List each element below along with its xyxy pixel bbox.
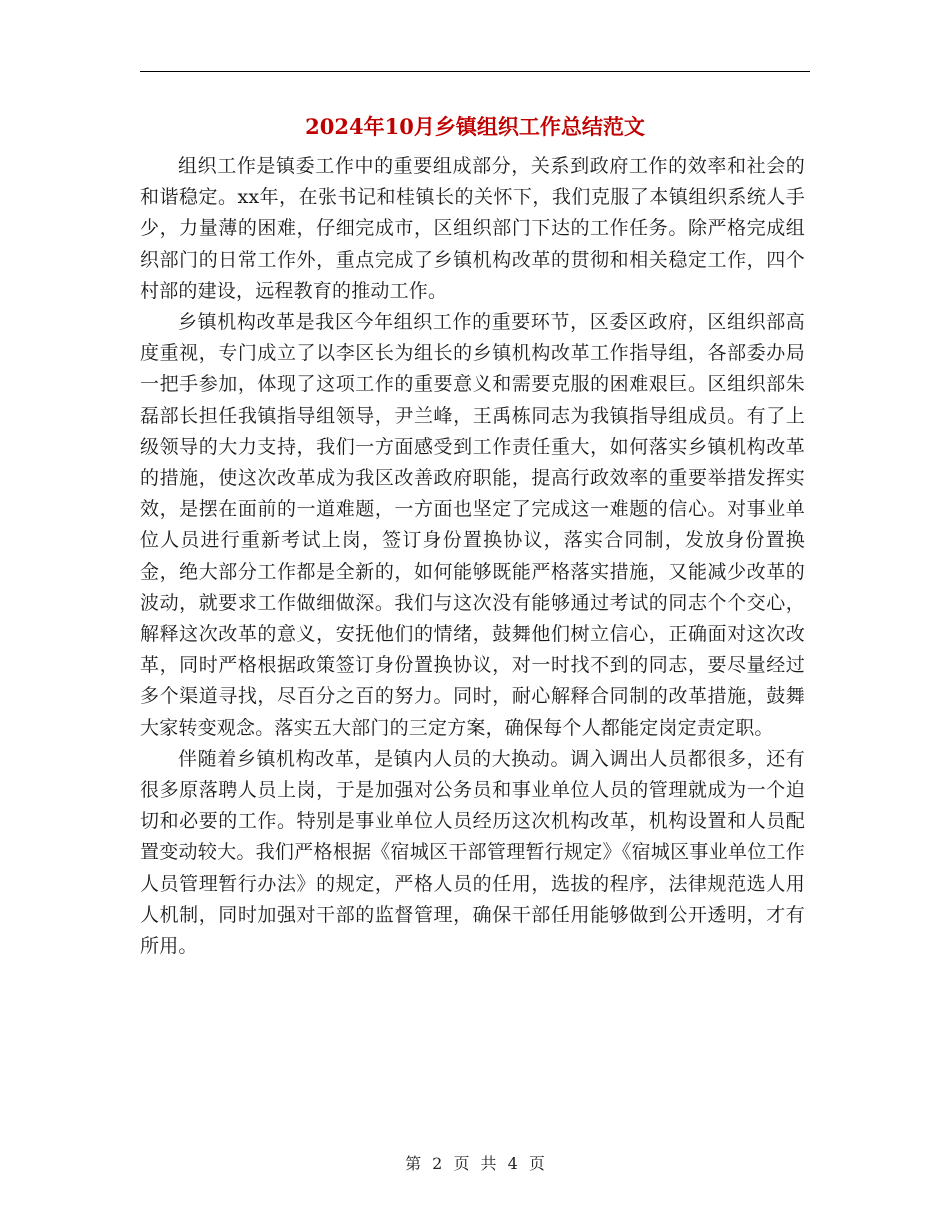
header-rule	[140, 71, 810, 72]
document-body	[140, 151, 805, 962]
document-title: 2024年10月乡镇组织工作总结范文	[305, 114, 645, 139]
body-paragraph-1: 组织工作是镇委工作中的重要组成部分，关系到政府工作的效率和社会的和谐稳定。xx年，在张书记和桂镇长的关怀下，我们克服了本镇组织系统人手少，力量薄的困难，仔细完成市，区组织部门下达的工作任务。除严格完成组织部门的日常工作外，重点完成了乡镇机构改革的贯彻和相关稳定工作，四个村部的建设，远程教育的推动工作。	[140, 155, 805, 302]
page-number-footer: 第 2 页 共 4 页	[405, 1154, 545, 1173]
body-paragraph-2: 乡镇机构改革是我区今年组织工作的重要环节，区委区政府，区组织部高度重视，专门成立了以李区长为组长的乡镇机构改革工作指导组，各部委办局一把手参加，体现了这项工作的重要意义和需要克服的困难艰巨。区组织部朱磊部长担任我镇指导组领导，尹兰峰，王禹栋同志为我镇指导组成员。有了上级领导的大力支持，我们一方面感受到工作责任重大，如何落实乡镇机构改革的措施，使这次改革成为我区改善政府职能，提高行政效率的重要举措发挥实效，是摆在面前的一道难题，一方面也坚定了完成这一难题的信心。对事业单位人员进行重新考试上岗，签订身份置换协议，落实合同制，发放身份置换金，绝大部分工作都是全新的，如何能够既能严格落实措施，又能减少改革的波动，就要求工作做细做深。我们与这次没有能够通过考试的同志个个交心，解释这次改革的意义，安抚他们的情绪，鼓舞他们树立信心，正确面对这次改革，同时严格根据政策签订身份置换协议，对一时找不到的同志，要尽量经过多个渠道寻找，尽百分之百的努力。同时，耐心解释合同制的改革措施，鼓舞大家转变观念。落实五大部门的三定方案，确保每个人都能定岗定责定职。	[140, 311, 805, 739]
body-paragraph-3: 伴随着乡镇机构改革，是镇内人员的大换动。调入调出人员都很多，还有很多原落聘人员上岗，于是加强对公务员和事业单位人员的管理就成为一个迫切和必要的工作。特别是事业单位人员经历这次机构改革，机构设置和人员配置变动较大。我们严格根据《宿城区干部管理暂行规定》《宿城区事业单位工作人员管理暂行办法》的规定，严格人员的任用，选拔的程序，法律规范选人用人机制，同时加强对干部的监督管理，确保干部任用能够做到公开透明，才有所用。	[140, 747, 805, 958]
